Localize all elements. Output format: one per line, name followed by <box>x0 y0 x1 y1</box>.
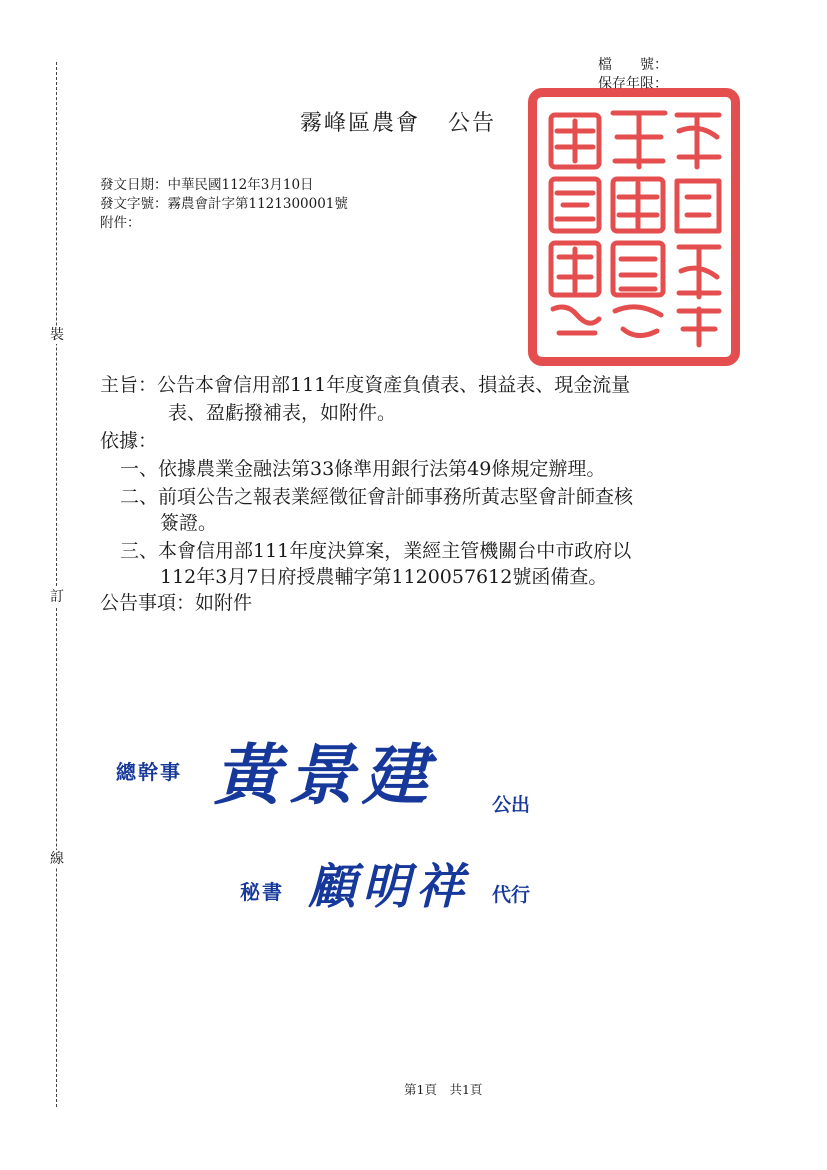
retention-label: 保存年限： <box>598 76 668 92</box>
signature-secretary: 顧明祥 <box>308 859 471 915</box>
subject-line-2: 表、盈虧撥補表，如附件。 <box>168 402 397 424</box>
doc-type: 公告 <box>448 111 497 136</box>
attachment-label: 附件： <box>100 215 141 231</box>
basis-item-1: 一、依據農業金融法第33條準用銀行法第49條規定辦理。 <box>120 458 606 480</box>
basis-item-2-line-1: 二、前項公告之報表業經徵征會計師事務所黃志堅會計師查核 <box>120 486 634 508</box>
binding-char-zhuang: 裝 <box>50 327 64 343</box>
signature-general-manager: 黃景建 <box>214 736 436 814</box>
signature-suffix-acting: 代行 <box>492 884 531 906</box>
file-number-label: 檔 號： <box>598 57 668 73</box>
binding-char-ding: 訂 <box>50 589 64 605</box>
official-seal <box>528 88 740 366</box>
org-name: 霧峰區農會 <box>300 111 421 136</box>
subject-line-1: 主旨：公告本會信用部111年度資產負債表、損益表、現金流量 <box>100 374 631 396</box>
basis-item-2-line-2: 簽證。 <box>160 512 218 534</box>
notice-items: 公告事項：如附件 <box>100 592 253 614</box>
basis-item-3-line-2: 112年3月7日府授農輔字第1120057612號函備查。 <box>160 566 608 588</box>
signatory-title-general-manager: 總幹事 <box>116 760 182 784</box>
binding-char-xian: 線 <box>50 851 64 867</box>
basis-item-3-line-1: 三、本會信用部111年度決算案，業經主管機關台中市政府以 <box>120 540 632 562</box>
binding-line <box>56 62 57 1107</box>
page-title <box>300 106 496 137</box>
page-number: 第1頁 共1頁 <box>404 1082 483 1097</box>
document-meta <box>100 176 348 233</box>
reference-number: 發文字號：霧農會計字第1121300001號 <box>100 196 348 212</box>
signature-suffix-away: 公出 <box>492 794 531 816</box>
issue-date: 發文日期：中華民國112年3月10日 <box>100 177 314 193</box>
signatory-title-secretary: 秘書 <box>240 880 284 904</box>
basis-label: 依據： <box>100 430 158 452</box>
